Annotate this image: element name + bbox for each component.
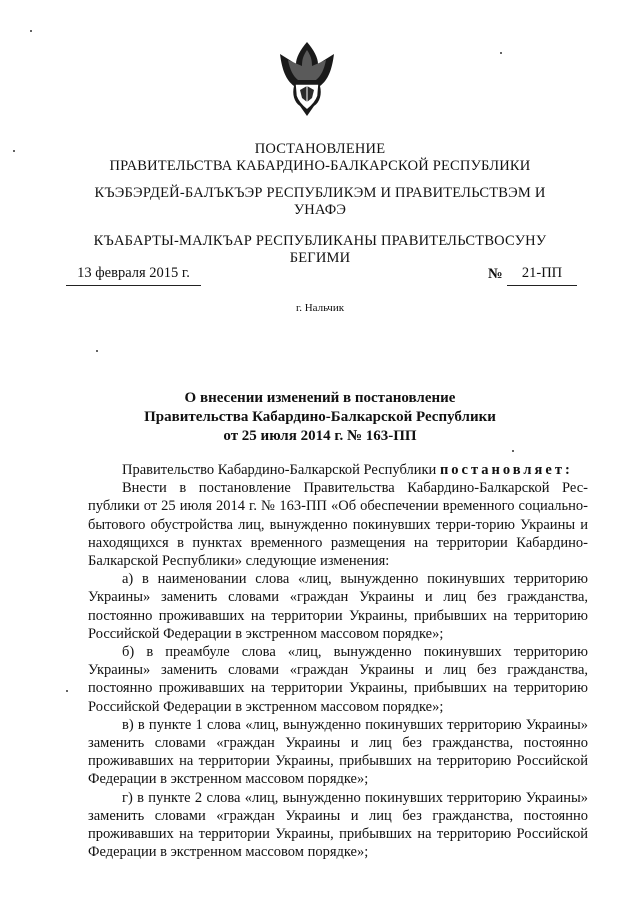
scan-speck xyxy=(66,690,68,692)
title-line: О внесении изменений в постановление xyxy=(184,390,456,406)
header-line: КЪЭБЭРДЕЙ-БАЛЪКЪЭР РЕСПУБЛИКЭМ И ПРАВИТЕЛЬСТВЭМ И xyxy=(94,185,546,201)
scan-speck xyxy=(30,30,32,32)
scan-speck xyxy=(96,350,98,352)
scan-speck xyxy=(512,450,514,452)
resolution-header-kbd xyxy=(60,185,580,219)
paragraph-item-v: в) в пункте 1 слова «лиц, вынужденно покинувших территорию Украины» заменить словами «граждан Украины и лиц без гражданства, постоянно проживавших на территории Украины, прибывших на территорию Российской Федерации в экстренном массовом порядке»; xyxy=(88,716,588,788)
paragraph-item-a: а) в наименовании слова «лиц, вынужденно покинувших территорию Украины» заменить словами «граждан Украины и лиц без гражданства, постоянно проживавших на территории Украины, прибывших на территорию Российской Федерации в экстренном массовом порядке»; xyxy=(88,571,588,642)
paragraph-item-g: г) в пункте 2 слова «лиц, вынужденно покинувших территорию Украины» заменить словами «граждан Украины и лиц без гражданства, постоянно проживавших на территории Украины, прибывших на территорию Российской Федерации в экстренном массовом порядке»; xyxy=(88,789,588,861)
document-title xyxy=(80,389,560,446)
header-line: УНАФЭ xyxy=(293,202,347,218)
intro-paragraph xyxy=(88,461,588,479)
title-line: от 25 июля 2014 г. № 163-ПП xyxy=(223,428,417,444)
resolution-header-ru xyxy=(60,141,580,175)
header-line: ПОСТАНОВЛЕНИЕ xyxy=(254,141,386,157)
document-city: г. Нальчик xyxy=(295,302,345,314)
number-sign: № xyxy=(488,266,503,282)
intro-text: Правительство Кабардино-Балкарской Республики xyxy=(122,462,440,478)
resolution-header-krc xyxy=(60,233,580,267)
header-line: ПРАВИТЕЛЬСТВА КАБАРДИНО-БАЛКАРСКОЙ РЕСПУБЛИКИ xyxy=(109,158,531,174)
header-line: КЪАБАРТЫ-МАЛКЪАР РЕСПУБЛИКАНЫ ПРАВИТЕЛЬСТВОСУНУ xyxy=(93,233,547,249)
header-line: БЕГИМИ xyxy=(289,250,351,266)
document-date: 13 февраля 2015 г. xyxy=(66,265,201,286)
paragraph-item-b: б) в преамбуле слова «лиц, вынужденно покинувших территорию Украины» заменить словами «граждан Украины и лиц без гражданства, постоянно проживавших на территории Украины, прибывших на территорию Российской Федерации в экстренном массовом порядке»; xyxy=(88,644,588,715)
document-body xyxy=(88,461,588,861)
intro-verb: постановляет: xyxy=(439,462,573,478)
scan-speck xyxy=(500,52,502,54)
title-line: Правительства Кабардино-Балкарской Республики xyxy=(144,409,496,425)
coat-of-arms-icon xyxy=(276,40,338,118)
scan-speck xyxy=(13,150,15,152)
paragraph-main: Внести в постановление Правительства Кабардино-Балкарской Рес-публики от 25 июля 2014 г. № 163-ПП «Об обеспечении временного социально-бытового обустройства лиц, вынужденно покинувших терри-торию Украины и находящихся в пунктах временного размещения на территории Кабардино-Балкарской Республики» следующие изменения: xyxy=(88,480,588,570)
document-number: 21-ПП xyxy=(507,265,577,286)
